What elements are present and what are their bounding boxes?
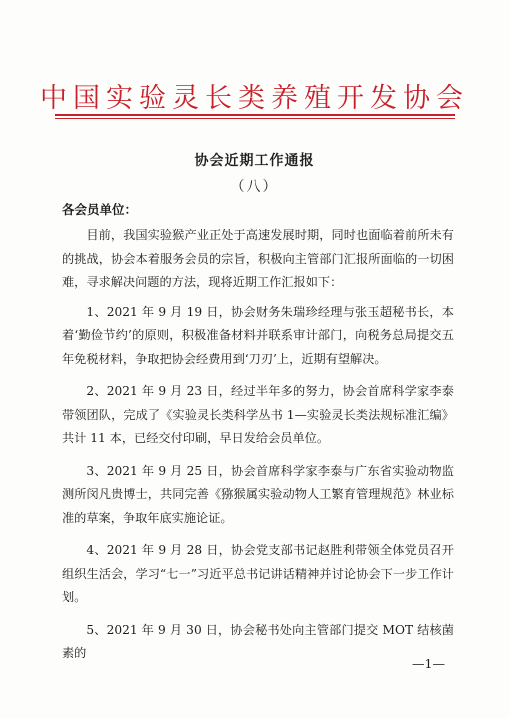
document-body <box>62 224 454 675</box>
page-number: —1— <box>412 656 445 671</box>
report-item-1: 1、2021 年 9 月 19 日，协会财务朱瑞珍经理与张玉超秘书长，本着‘勤俭节约’的原则，积极准备材料并联系审计部门，向税务总局提交五年免税材料，争取把协会经费用到‘刀刃’上，近期有望解决。 <box>62 304 454 366</box>
report-item-2: 2、2021 年 9 月 23 日，经过半年多的努力，协会首席科学家李泰带领团队，完成了《实验灵长类科学丛书 1—实验灵长类法规标准汇编》共计 11 本，已经交付印刷，早日发给会员单位。 <box>62 384 454 445</box>
document-issue-number: （八） <box>230 179 279 195</box>
document-title: 协会近期工作通报 <box>194 153 315 169</box>
salutation: 各会员单位： <box>62 202 138 217</box>
organization-letterhead: 中国实验灵长类养殖开发协会 <box>40 83 469 114</box>
report-item-4: 4、2021 年 9 月 28 日，协会党支部书记赵胜利带领全体党员召开组织生活会，学习“七一”习近平总书记讲话精神并讨论协会下一步工作计划。 <box>62 543 454 604</box>
intro-paragraph: 目前，我国实验猴产业正处于高速发展时期，同时也面临着前所未有的挑战，协会本着服务会员的宗旨，积极向主管部门汇报所面临的一切困难，寻求解决问题的方法，现将近期工作汇报如下： <box>62 228 454 289</box>
report-item-3: 3、2021 年 9 月 25 日，协会首席科学家李泰与广东省实验动物监测所闵凡贵博士，共同完善《猕猴属实验动物人工繁育管理规范》林业标准的草案，争取年底实施论证。 <box>62 463 454 525</box>
letterhead-rule-thick <box>55 114 455 116</box>
letterhead-rule-thin <box>55 118 455 119</box>
report-item-5: 5、2021 年 9 月 30 日，协会秘书处向主管部门提交 MOT 结核菌素的 <box>62 622 454 660</box>
